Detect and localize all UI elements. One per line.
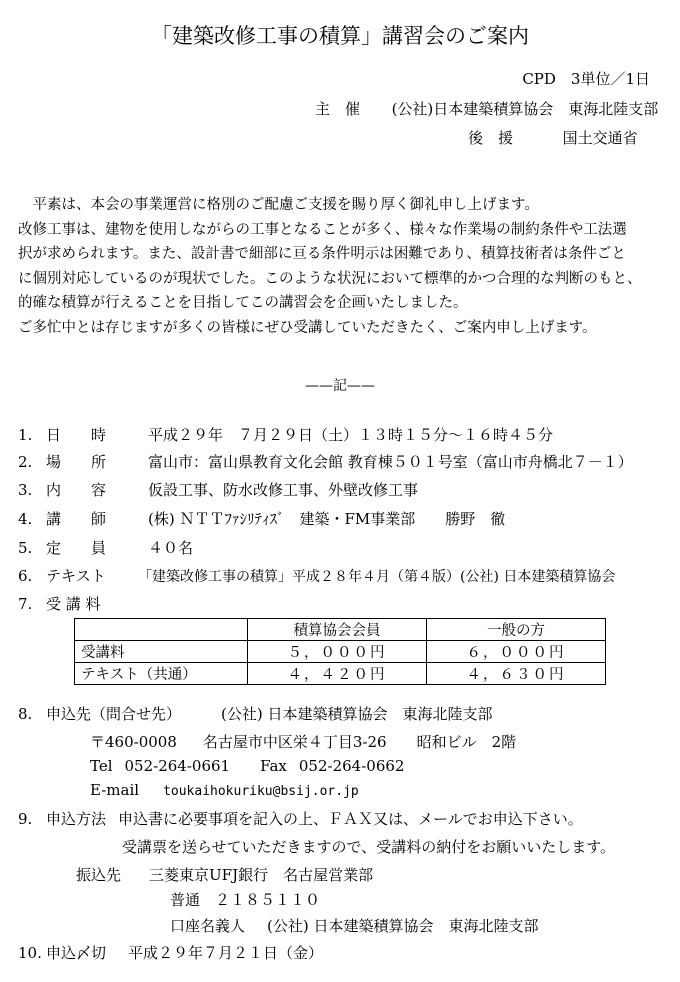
organizer-name: (公社)日本建築積算協会 東海北陸支部 [391,100,659,118]
method-line: 受講票を送らせていただきますので、受講料の納付をお願いいたします。 [122,838,616,856]
contact-address: 名古屋市中区栄４丁目3-26 昭和ビル 2階 [202,733,517,751]
fax-number: 052-264-0662 [298,757,405,775]
item-number: 6. [18,567,33,585]
item-value: (株) ＮＴＴﾌｧｼﾘﾃｨｽﾞ 建築・FM事業部 勝野 徹 [148,510,506,528]
table-cell: ５，０００円 [248,641,427,663]
bank-label: 振込先 [76,866,122,884]
contact-address-row [90,731,516,752]
email-label: E-mail [90,781,140,799]
support-name: 国土交通省 [562,129,638,147]
item-label: 内 容 [46,481,107,499]
organizer-label: 主 催 [315,100,361,118]
item-value: 「建築改修工事の積算」平成２８年４月（第４版）(公社) 日本建築積算協会 [138,569,616,585]
bank-name: 三菱東京UFJ銀行 名古屋営業部 [149,866,374,884]
deadline-row [18,942,323,963]
item-value: 平成２９年 ７月２９日（土）１３時１５分～１６時４５分 [148,426,554,444]
contact-heading-row [18,703,493,724]
table-cell: 受講料 [75,641,248,663]
deadline-value: 平成２９年７月２１日（金） [128,944,324,962]
item-label: 場 所 [46,453,107,471]
item-text [18,565,615,586]
holder-name: (公社) 日本建築積算協会 東海北陸支部 [267,917,539,935]
item-label: 申込〆切 [46,944,107,962]
support-row [468,127,638,148]
support-label: 後 援 [468,129,514,147]
table-cell: ４，６３０円 [427,663,606,685]
item-number: 4. [18,510,33,528]
account-holder-row [170,915,539,936]
item-label: 日 時 [46,426,107,444]
intro-line: 平素は、本会の事業運営に格別のご配慮ご支援を賜り厚く御礼申し上げます。 [18,197,539,213]
contact-email-row [90,781,359,799]
table-header-cell: 積算協会会員 [248,619,427,641]
fee-table [74,618,606,685]
intro-text [18,193,658,340]
intro-line: に個別対応しているのが現状でした。このような状況において標準的かつ合理的な判断のもと、 [18,270,642,287]
table-cell: ４，４２０円 [248,663,427,685]
item-number: 7. [18,595,33,613]
item-label: 申込先（問合せ先） [46,705,182,723]
item-number: 8. [18,705,33,723]
ki-heading: ——記—— [305,378,375,394]
item-label: 受 講 料 [46,595,101,613]
postal-code: 〒460-0008 [90,733,177,751]
item-number: 5. [18,539,33,557]
item-label: テキスト [46,567,106,585]
account-number: 普通 ２１８５１１０ [170,891,321,909]
table-header-row [75,619,606,641]
table-cell: ６，０００円 [427,641,606,663]
item-label: 講 師 [46,510,107,528]
item-value: 仮設工事、防水改修工事、外壁改修工事 [148,481,419,499]
item-place [18,451,633,472]
item-fee [18,593,126,614]
tel-number: 052-264-0661 [124,757,231,775]
table-header-cell [75,619,248,641]
intro-line: 択が求められます。また、設計書で細部に亘る条件明示は困難であり、積算技術者は条件ごと [18,246,626,262]
item-label: 定 員 [46,539,107,557]
page-title: 「建築改修工事の積算」講習会のご案内 [151,24,529,48]
table-row [75,641,606,663]
item-content [18,479,418,500]
table-cell: テキスト（共通） [75,663,248,685]
method-row [18,808,583,829]
contact-org: (公社) 日本建築積算協会 東海北陸支部 [221,705,493,723]
email-address[interactable]: toukaihokuriku@bsij.or.jp [163,784,359,799]
item-lecturer [18,508,505,529]
intro-line: ご多忙中とは存じますが多くの皆様にぜひ受講していただきたく、ご案内申し上げます。 [18,319,597,336]
tel-label: Tel [90,757,113,775]
cpd-credit: CPD 3単位／1日 [522,70,650,88]
table-header-cell: 一般の方 [427,619,606,641]
item-value: 富山市：富山県教育文化会館 教育棟５０１号室（富山市舟橋北７－１） [148,453,633,471]
item-value: ４０名 [148,539,194,557]
item-number: 2. [18,453,33,471]
intro-line: 的確な積算が行えることを目指してこの講習会を企画いたしました。 [18,295,468,311]
item-number: 9. [18,810,33,828]
bank-row [76,864,373,885]
contact-phone-row [90,757,404,775]
item-capacity [18,537,193,558]
holder-label: 口座名義人 [170,917,246,935]
intro-line: 改修工事は、建物を使用しながらの工事となることが多く、様々な作業場の制約条件や工法選 [18,221,627,238]
item-label: 申込方法 [46,810,107,828]
item-number: 1. [18,426,33,444]
item-number: 3. [18,481,33,499]
fax-label: Fax [260,757,287,775]
item-date [18,424,553,445]
item-number: 10. [18,944,42,962]
organizer-row [315,98,658,119]
method-line: 申込書に必要事項を記入の上、ＦＡＸ又は、メールでお申込下さい。 [118,810,583,828]
table-row [75,663,606,685]
